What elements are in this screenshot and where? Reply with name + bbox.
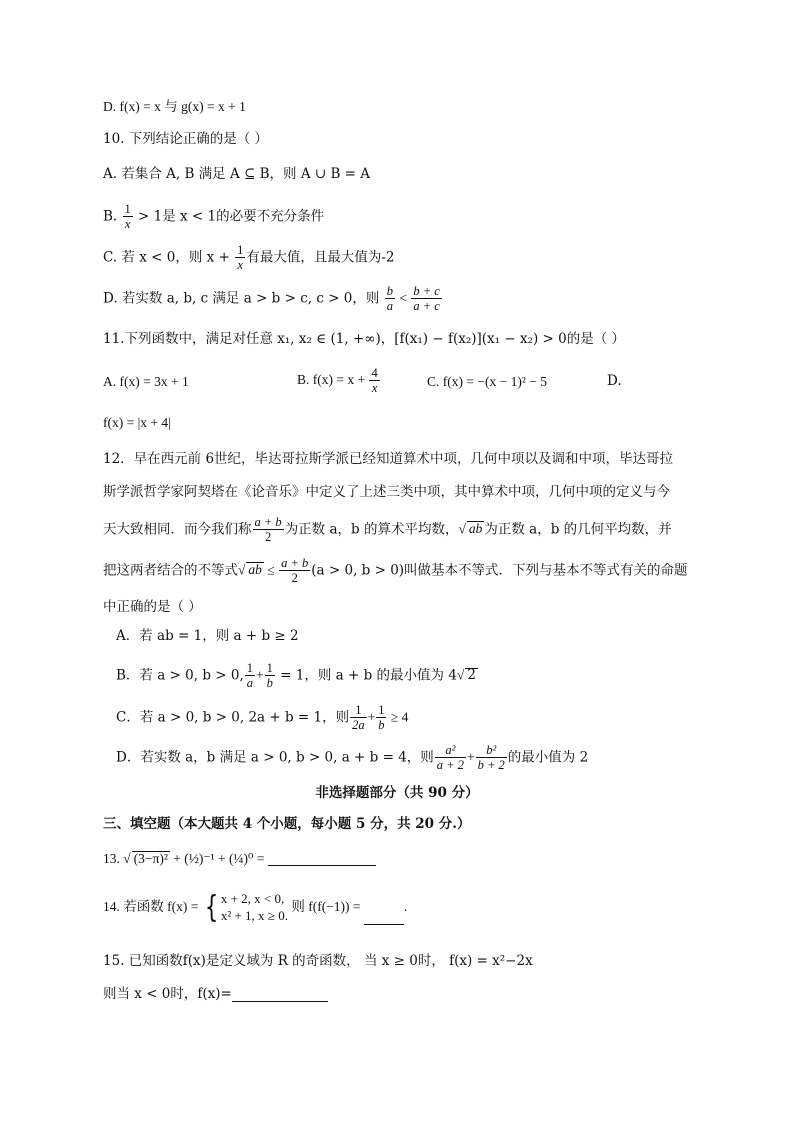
q12-option-d-text-b: 的最小值为 2: [507, 749, 589, 766]
fraction-denominator: 2: [264, 530, 272, 545]
q11-option-b-fraction: [369, 366, 379, 396]
fraction-2: [376, 703, 386, 733]
fraction-numerator: 1: [237, 243, 244, 257]
fraction-numerator: 1: [124, 202, 131, 216]
q14: [103, 891, 407, 925]
q12-line-3: 天大致相同．而今我们称 $\frac{a + b}{2}$ 为正数 a，b 的算术平均数，√ ab 为正数 a，b 的几何平均数，并: [103, 515, 672, 545]
q10-option-d-fraction-1: [385, 284, 395, 314]
left-brace-icon: {: [204, 889, 218, 925]
q9-option-d: D. f(x) = x 与 g(x) = x + 1: [103, 99, 246, 114]
geometric-mean-sqrt: ab: [468, 521, 483, 537]
q10-option-b-fraction: [123, 202, 133, 232]
fraction-1: [350, 703, 367, 733]
fraction-numerator: 1: [350, 703, 367, 718]
q15-answer-blank[interactable]: [232, 987, 328, 1002]
q10-option-c-prefix: C. 若 x < 0，则 x +: [103, 249, 230, 266]
fraction-2: [476, 743, 507, 773]
q12-option-c-text-b: ≥ 4: [387, 709, 409, 725]
fraction-numerator: a + b: [281, 556, 309, 570]
q15-line-2-text: 则当 x < 0时，f(x)=: [103, 986, 232, 1002]
q12-line-2: 斯学派哲学家阿契塔在《论音乐》中定义了上述三类中项，其中算术中项，几何中项的定义与今: [103, 484, 670, 500]
q11-option-d: f(x) = |x + 4|: [103, 415, 171, 430]
fraction-one-over-a: $\frac{1}{a}$: [246, 661, 253, 691]
q12-option-b-text-a: B．若 a > 0, b > 0,: [116, 667, 244, 684]
q12-option-a: A．若 ab = 1，则 a + b ≥ 2: [116, 628, 299, 644]
q10-stem: 10. 下列结论正确的是（ ）: [103, 131, 269, 147]
fraction-denominator: a + 2: [436, 758, 464, 773]
le-sign: ≤: [263, 562, 279, 578]
fraction-denominator: x: [124, 217, 131, 232]
fraction-1: [435, 743, 466, 773]
fraction-numerator: 4: [371, 366, 378, 380]
q10-option-c-text: 有最大值，且最大值为-2: [246, 249, 395, 266]
q15-line-1: 15. 已知函数f(x)是定义域为 R 的奇函数， 当 x ≥ 0时， f(x) = x²−2x: [103, 953, 533, 969]
q11-stem: 11.下列函数中，满足对任意 x₁, x₂ ∈ (1, +∞)，[f(x₁) − f(x₂)](x₁ − x₂) > 0的是（ ）: [103, 331, 626, 347]
q12-option-c-text-a: C．若 a > 0, b > 0, 2a + b = 1，则: [116, 709, 350, 726]
fraction-numerator: b: [386, 284, 393, 298]
q10-option-b-text: > 1是 x < 1的必要不充分条件: [133, 208, 325, 225]
q11-option-d-label: D.: [607, 373, 622, 389]
fraction-numerator: b + c: [413, 284, 440, 298]
q13-label: 13.: [103, 851, 120, 866]
fraction-denominator: a: [386, 299, 393, 314]
q11-option-a: A. f(x) = 3x + 1: [103, 374, 189, 389]
q12-line-3-text-a: 天大致相同．而今我们称: [103, 521, 252, 538]
q11-option-c: C. f(x) = −(x − 1)² − 5: [427, 374, 547, 389]
q11-option-b: [297, 366, 381, 396]
q13-answer-blank[interactable]: [268, 851, 376, 866]
q14-piecewise-cases: [221, 891, 288, 925]
fraction-numerator: b²: [476, 743, 507, 758]
fraction-one-over-b: $\frac{1}{b}$: [266, 661, 273, 691]
q14-prefix: 14. 若函数 f(x) =: [103, 898, 199, 914]
q10-option-b-label: B.: [103, 208, 118, 225]
sqrt-two: 2: [467, 667, 476, 684]
q14-answer-blank[interactable]: [364, 910, 404, 925]
fraction-numerator: a + b: [254, 515, 282, 529]
q12-option-c: C．若 a > 0, b > 0, 2a + b = 1，则 $\frac{1}{2a}$ + $\frac{1}{b}$ ≥ 4: [116, 703, 409, 733]
fraction-denominator: 2a: [352, 718, 365, 733]
q12-line-1: 12．早在西元前 6世纪，毕达哥拉斯学派已经知道算术中项，几何中项以及调和中项，毕达哥拉: [103, 451, 674, 467]
q14-case-1: x + 2, x < 0,: [220, 891, 285, 906]
q12-line-4: 把这两者结合的不等式√ ab ≤ $\frac{a + b}{2}$ (a > 0, b > 0)叫做基本不等式．下列与基本不等式有关的命题: [103, 556, 688, 586]
q12-option-d-text-a: D．若实数 a，b 满足 a > 0, b > 0, a + b = 4，则: [116, 749, 434, 766]
fraction-denominator: a + c: [413, 299, 440, 314]
q12-line-4-text-b: (a > 0, b > 0)叫做基本不等式．下列与基本不等式有关的命题: [311, 562, 688, 579]
fraction-denominator: b + 2: [477, 758, 505, 773]
q14-middle-text: 则 f(f(−1)) =: [291, 898, 361, 914]
q13-sqrt-term: (3−π)²: [133, 851, 168, 866]
part-two-heading: 非选择题部分（共 90 分）: [315, 785, 479, 801]
fraction-denominator: 2: [291, 571, 298, 586]
q12-line-5: 中正确的是（ ）: [103, 599, 202, 615]
q10-option-b: [103, 202, 324, 232]
arithmetic-mean-fraction: [253, 515, 284, 545]
inequality-sqrt: ab: [248, 562, 262, 578]
inequality-fraction: [279, 556, 310, 586]
fraction-numerator: a²: [435, 743, 466, 758]
q10-option-a: A. 若集合 A, B 满足 A ⊆ B，则 A ∪ B = A: [103, 166, 371, 182]
less-than-sign: <: [395, 290, 411, 306]
q12-line-3-text-b: 为正数 a，b 的算术平均数，: [284, 521, 459, 538]
q10-option-d-prefix: D. 若实数 a, b, c 满足 a > b > c, c > 0，则: [103, 290, 380, 307]
q10-option-d: [103, 284, 443, 314]
q15-line-2: [103, 987, 328, 1002]
q13-term-3: (¼)⁰: [228, 851, 254, 866]
q12-line-4-text-a: 把这两者结合的不等式: [103, 562, 238, 579]
q14-end: .: [403, 898, 408, 914]
section-three-heading: 三、填空题（本大题共 4 个小题，每小题 5 分，共 20 分.）: [103, 816, 471, 832]
q12-option-b-text-b: = 1，则 a + b 的最小值为 4: [275, 667, 457, 684]
q10-option-c-fraction: [235, 243, 245, 273]
fraction-denominator: x: [237, 258, 244, 273]
q12-line-3-text-c: 为正数 a，b 的几何平均数，并: [484, 521, 672, 538]
q14-case-2: x² + 1, x ≥ 0.: [220, 907, 288, 923]
fraction-denominator: b: [378, 718, 385, 733]
q10-option-c: [103, 243, 395, 273]
q13-equals: =: [253, 851, 268, 866]
q13: 13. √ (3−π)² + (½)⁻¹ + (¼)⁰ =: [103, 851, 376, 866]
q11-option-b-prefix: B. f(x) = x +: [297, 371, 366, 387]
q12-option-d: D．若实数 a，b 满足 a > 0, b > 0, a + b = 4，则 $\frac{\text{a²}}{a + 2}$ + $\frac{\text{b²}}{b + 2}$ 的最小值为 2: [116, 743, 589, 773]
q12-option-b: B．若 a > 0, b > 0, $\frac{1}{a}$ + $\frac{1}{b}$ = 1，则 a + b 的最小值为 4√ 2: [116, 661, 476, 691]
q10-option-d-fraction-2: [411, 284, 441, 314]
q13-term-2: (½)⁻¹: [184, 851, 215, 866]
fraction-numerator: 1: [378, 703, 385, 717]
fraction-denominator: x: [371, 381, 378, 396]
